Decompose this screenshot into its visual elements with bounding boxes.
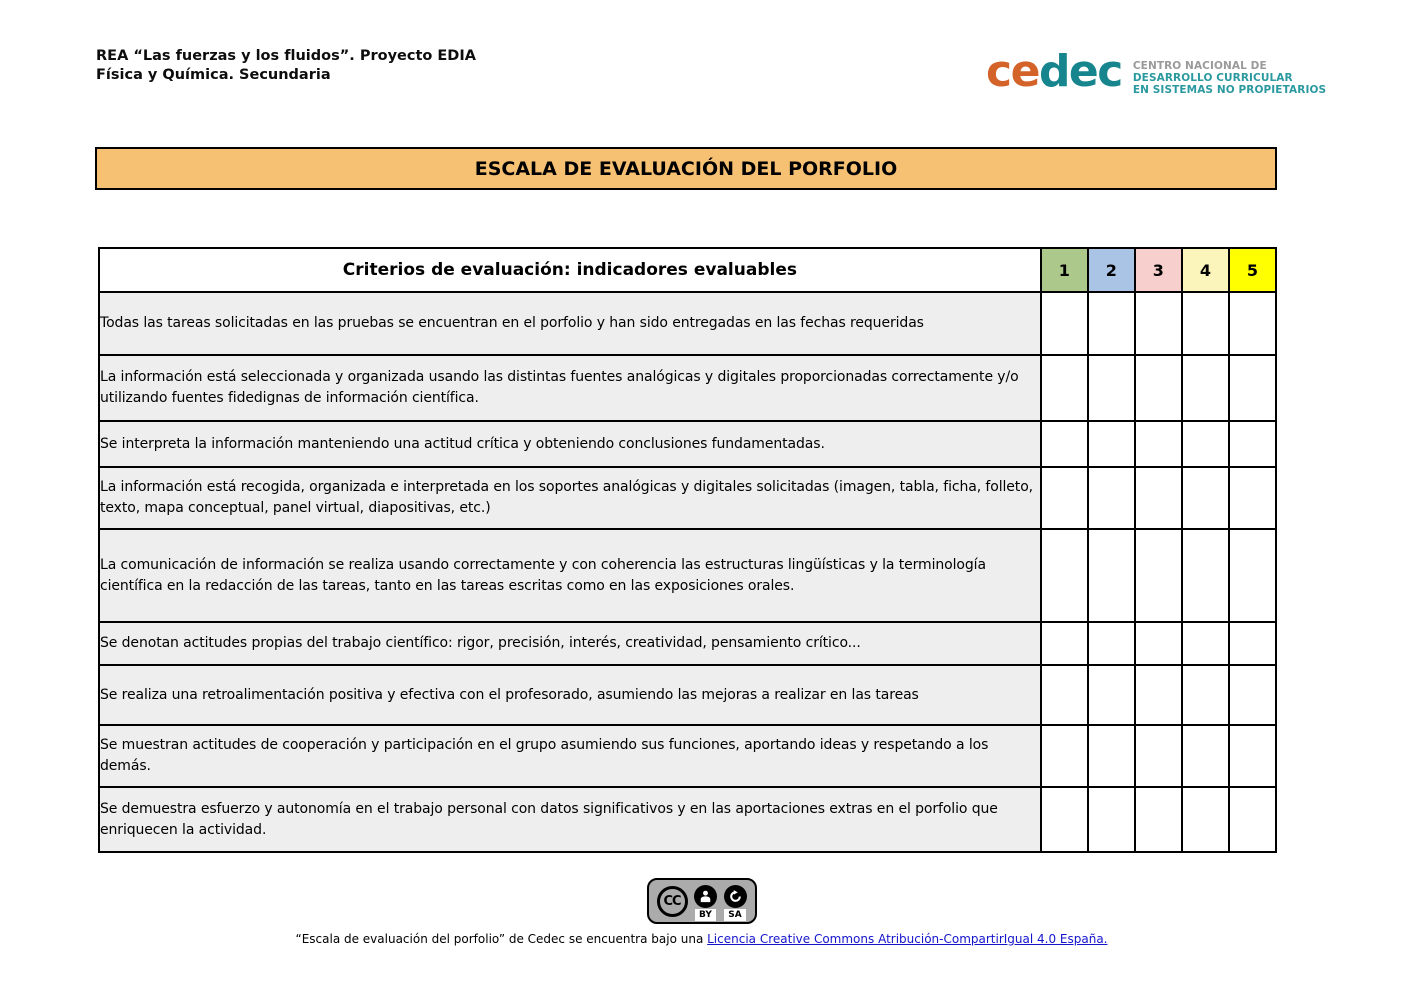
score-cell-4 — [1182, 622, 1229, 665]
cedec-logo — [986, 46, 1326, 98]
score-cell-1 — [1041, 421, 1088, 467]
by-attribution-block — [694, 885, 717, 921]
criterion-text: La información está seleccionada y organizada usando las distintas fuentes analógicas y digitales proporcionadas correctamente y/o utilizando fuentes fidedignas de información científica. — [99, 355, 1041, 421]
score-cell-4 — [1182, 421, 1229, 467]
score-cell-5 — [1229, 725, 1276, 787]
criterion-text: Se realiza una retroalimentación positiva y efectiva con el profesorado, asumiendo las mejoras a realizar en las tareas — [99, 665, 1041, 725]
table-header-row — [99, 248, 1276, 292]
score-column-header-3: 3 — [1135, 248, 1182, 292]
score-cell-5 — [1229, 529, 1276, 622]
score-cell-2 — [1088, 467, 1135, 529]
score-cell-2 — [1088, 665, 1135, 725]
score-column-header-4: 4 — [1182, 248, 1229, 292]
table-row — [99, 665, 1276, 725]
tagline-line1: CENTRO NACIONAL DE — [1132, 60, 1267, 72]
score-cell-1 — [1041, 787, 1088, 852]
score-cell-4 — [1182, 665, 1229, 725]
score-cell-2 — [1088, 355, 1135, 421]
score-cell-3 — [1135, 622, 1182, 665]
score-cell-2 — [1088, 421, 1135, 467]
score-cell-4 — [1182, 725, 1229, 787]
score-cell-1 — [1041, 467, 1088, 529]
score-cell-5 — [1229, 355, 1276, 421]
criteria-column-header: Criterios de evaluación: indicadores evaluables — [99, 248, 1041, 292]
table-row — [99, 787, 1276, 852]
score-column-header-2: 2 — [1088, 248, 1135, 292]
criterion-text: Se interpreta la información manteniendo una actitud crítica y obteniendo conclusiones fundamentadas. — [99, 421, 1041, 467]
tagline-line3: EN SISTEMAS NO PROPIETARIOS — [1132, 84, 1327, 96]
criterion-text: La información está recogida, organizada e interpretada en los soportes analógicas y digitales solicitadas (imagen, tabla, ficha, folleto, texto, mapa conceptual, panel virtual, diapositivas, etc.) — [99, 467, 1041, 529]
score-cell-4 — [1182, 467, 1229, 529]
table-row — [99, 421, 1276, 467]
cedec-logo-tagline — [1133, 60, 1326, 96]
score-cell-5 — [1229, 622, 1276, 665]
cc-icon: CC — [657, 886, 688, 917]
sa-sharealike-block — [724, 885, 747, 921]
license-link[interactable]: Licencia Creative Commons Atribución-CompartirIgual 4.0 España. — [707, 932, 1108, 946]
score-cell-1 — [1041, 292, 1088, 355]
score-cell-3 — [1135, 725, 1182, 787]
cc-by-sa-badge[interactable] — [647, 878, 757, 924]
license-text: “Escala de evaluación del porfolio” de Cedec se encuentra bajo una — [295, 932, 708, 946]
sa-share-alike-icon — [724, 885, 747, 908]
cedec-logo-wordmark — [986, 46, 1122, 98]
score-cell-3 — [1135, 355, 1182, 421]
table-row — [99, 292, 1276, 355]
score-cell-2 — [1088, 622, 1135, 665]
score-cell-2 — [1088, 292, 1135, 355]
score-cell-3 — [1135, 292, 1182, 355]
evaluation-rubric-table — [98, 247, 1277, 853]
criterion-text: Se muestran actitudes de cooperación y participación en el grupo asumiendo sus funciones, aportando ideas y respetando a los demás. — [99, 725, 1041, 787]
table-row — [99, 467, 1276, 529]
table-row — [99, 725, 1276, 787]
score-cell-5 — [1229, 421, 1276, 467]
score-cell-5 — [1229, 467, 1276, 529]
tagline-line2: DESARROLLO CURRICULAR — [1132, 72, 1293, 84]
score-cell-5 — [1229, 292, 1276, 355]
score-cell-2 — [1088, 787, 1135, 852]
score-cell-4 — [1182, 355, 1229, 421]
score-column-header-5: 5 — [1229, 248, 1276, 292]
project-title-line2: Física y Química. Secundaria — [96, 67, 331, 83]
score-cell-2 — [1088, 529, 1135, 622]
score-cell-3 — [1135, 467, 1182, 529]
criterion-text: Todas las tareas solicitadas en las pruebas se encuentran en el porfolio y han sido entregadas en las fechas requeridas — [99, 292, 1041, 355]
score-cell-5 — [1229, 665, 1276, 725]
score-cell-3 — [1135, 421, 1182, 467]
license-statement — [0, 932, 1403, 946]
score-cell-1 — [1041, 622, 1088, 665]
score-cell-4 — [1182, 292, 1229, 355]
document-title: ESCALA DE EVALUACIÓN DEL PORFOLIO — [474, 157, 898, 180]
project-title-line1: REA “Las fuerzas y los fluidos”. Proyecto EDIA — [96, 48, 476, 64]
criterion-text: Se denotan actitudes propias del trabajo científico: rigor, precisión, interés, creatividad, pensamiento crítico... — [99, 622, 1041, 665]
table-row — [99, 529, 1276, 622]
score-cell-3 — [1135, 529, 1182, 622]
score-cell-1 — [1041, 725, 1088, 787]
sa-label: SA — [724, 909, 745, 921]
logo-dec-text: dec — [1038, 46, 1122, 97]
table-row — [99, 622, 1276, 665]
score-cell-4 — [1182, 529, 1229, 622]
by-label: BY — [695, 909, 716, 921]
by-person-icon — [694, 885, 717, 908]
document-title-banner — [95, 147, 1277, 190]
project-info — [96, 47, 476, 85]
table-row — [99, 355, 1276, 421]
score-cell-1 — [1041, 529, 1088, 622]
criterion-text: La comunicación de información se realiza usando correctamente y con coherencia las estructuras lingüísticas y la terminología científica en la redacción de las tareas, tanto en las tareas escritas como en las exposiciones orales. — [99, 529, 1041, 622]
score-cell-3 — [1135, 665, 1182, 725]
score-cell-5 — [1229, 787, 1276, 852]
criterion-text: Se demuestra esfuerzo y autonomía en el trabajo personal con datos significativos y en las aportaciones extras en el porfolio que enriquecen la actividad. — [99, 787, 1041, 852]
score-cell-3 — [1135, 787, 1182, 852]
logo-ce-text: ce — [986, 46, 1039, 97]
score-column-header-1: 1 — [1041, 248, 1088, 292]
score-cell-4 — [1182, 787, 1229, 852]
score-cell-1 — [1041, 665, 1088, 725]
score-cell-1 — [1041, 355, 1088, 421]
score-cell-2 — [1088, 725, 1135, 787]
